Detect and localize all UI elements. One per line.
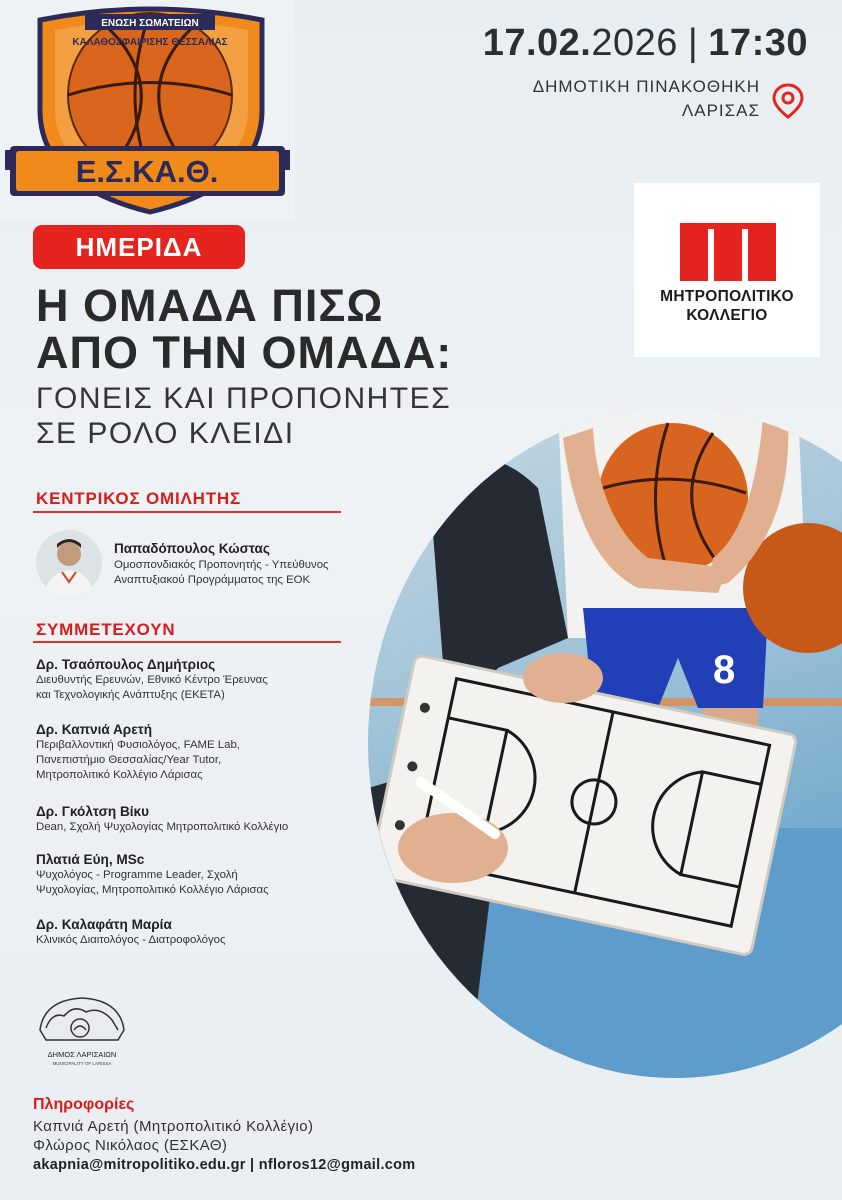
participant — [36, 804, 288, 835]
participant — [36, 722, 240, 783]
info-contact-1: Καπνιά Αρετή (Μητροπολιτικό Κολλέγιο) — [33, 1118, 314, 1135]
location-pin-icon — [770, 82, 806, 120]
subtitle-line2: ΣΕ ΡΟΛΟ ΚΛΕΙΔΙ — [36, 417, 295, 450]
info-emails[interactable]: akapnia@mitropolitiko.edu.gr | nfloros12@gmail.com — [33, 1157, 416, 1173]
participant — [36, 917, 225, 948]
keynote-divider — [33, 511, 341, 513]
participant — [36, 852, 269, 898]
date-year: 2026 — [591, 22, 678, 64]
venue-line2: ΛΑΡΙΣΑΣ — [681, 101, 760, 120]
college-name-line2: ΚΟΛΛΕΓΙΟ — [686, 307, 768, 324]
participant-role-line: Κλινικός Διαιτολόγος - Διατροφολόγος — [36, 934, 226, 946]
subtitle-line1: ΓΟΝΕΙΣ ΚΑΙ ΠΡΟΠΟΝΗΤΕΣ — [36, 382, 452, 415]
basketball-photo — [368, 408, 842, 1078]
eskath-logo — [0, 0, 295, 220]
participant-name: Δρ. Τσαόπουλος Δημήτριος — [36, 657, 216, 672]
title-line2: ΑΠΟ ΤΗΝ ΟΜΑΔΑ: — [36, 327, 453, 378]
eskath-banner: Ε.Σ.ΚΑ.Θ. — [75, 154, 219, 189]
event-type-badge: ΗΜΕΡΙΔΑ — [33, 225, 245, 269]
participant-name: Πλατιά Εύη, MSc — [36, 852, 145, 867]
keynote-role-line1: Ομοσπονδιακός Προπονητής - Υπεύθυνος — [114, 559, 329, 571]
speaker-avatar-image — [36, 530, 102, 596]
svg-text:8: 8 — [713, 648, 736, 692]
event-time: 17:30 — [708, 22, 808, 64]
participant-role-line: Dean, Σχολή Ψυχολογίας Μητροπολιτικό Κολλέγιο — [36, 821, 289, 833]
event-title — [36, 282, 452, 376]
keynote-speaker-role — [114, 558, 329, 588]
participant-role-line: Μητροπολιτικό Κολλέγιο Λάρισας — [36, 769, 203, 781]
venue — [533, 75, 760, 123]
college-logo-mark — [680, 223, 776, 281]
date-day: 17.02. — [482, 22, 592, 64]
participant-role-line: Ψυχολόγος - Programme Leader, Σχολή — [36, 869, 238, 881]
participants-divider — [33, 641, 341, 643]
eskath-top-text2: ΚΑΛΑΘΟΣΦΑΙΡΙΣΗΣ ΘΕΣΣΑΛΙΑΣ — [72, 37, 228, 48]
photo-illustration — [368, 408, 842, 1078]
college-name — [634, 287, 820, 325]
participant-role-line: Περιβαλλοντική Φυσιολόγος, FAME Lab, — [36, 739, 240, 751]
participant-role-line: Διευθυντής Ερευνών, Εθνικό Κέντρο Έρευνας — [36, 674, 268, 686]
keynote-role-line2: Αναπτυξιακού Προγράμματος της ΕΟΚ — [114, 574, 311, 586]
participant-name: Δρ. Καλαφάτη Μαρία — [36, 917, 172, 932]
date-separator: | — [687, 22, 699, 64]
keynote-speaker-name: Παπαδόπουλος Κώστας — [114, 541, 270, 556]
participant-name: Δρ. Καπνιά Αρετή — [36, 722, 153, 737]
municipality-name: ΔΗΜΟΣ ΛΑΡΙΣΑΙΩΝ — [47, 1050, 117, 1059]
title-line1: Η ΟΜΑΔΑ ΠΙΣΩ — [36, 280, 384, 331]
participant-role-line: Ψυχολογίας, Μητροπολιτικό Κολλέγιο Λάρισας — [36, 884, 269, 896]
municipality-name-en: MUNICIPALITY OF LARISSA — [52, 1061, 112, 1066]
participant-role-line: και Τεχνολογικής Ανάπτυξης (ΕΚΕΤΑ) — [36, 689, 225, 701]
college-name-line1: ΜΗΤΡΟΠΟΛΙΤΙΚΟ — [660, 288, 794, 305]
participant-name: Δρ. Γκόλτση Βίκυ — [36, 804, 150, 819]
venue-line1: ΔΗΜΟΤΙΚΗ ΠΙΝΑΚΟΘΗΚΗ — [532, 77, 760, 96]
participant-role-line: Πανεπιστήμιο Θεσσαλίας/Year Tutor, — [36, 754, 222, 766]
participants-heading: ΣΥΜΜΕΤΕΧΟΥΝ — [36, 620, 176, 639]
college-logo — [634, 183, 820, 357]
info-heading: Πληροφορίες — [33, 1096, 135, 1113]
event-subtitle — [36, 381, 451, 451]
eskath-top-text1: ΕΝΩΣΗ ΣΩΜΑΤΕΙΩΝ — [101, 18, 199, 29]
keynote-heading: ΚΕΝΤΡΙΚΟΣ ΟΜΙΛΗΤΗΣ — [36, 489, 241, 508]
municipality-logo — [34, 990, 130, 1070]
event-date — [483, 22, 808, 65]
info-contact-2: Φλώρος Νικόλαος (ΕΣΚΑΘ) — [33, 1137, 228, 1154]
speaker-avatar — [36, 530, 102, 596]
participant — [36, 657, 268, 703]
